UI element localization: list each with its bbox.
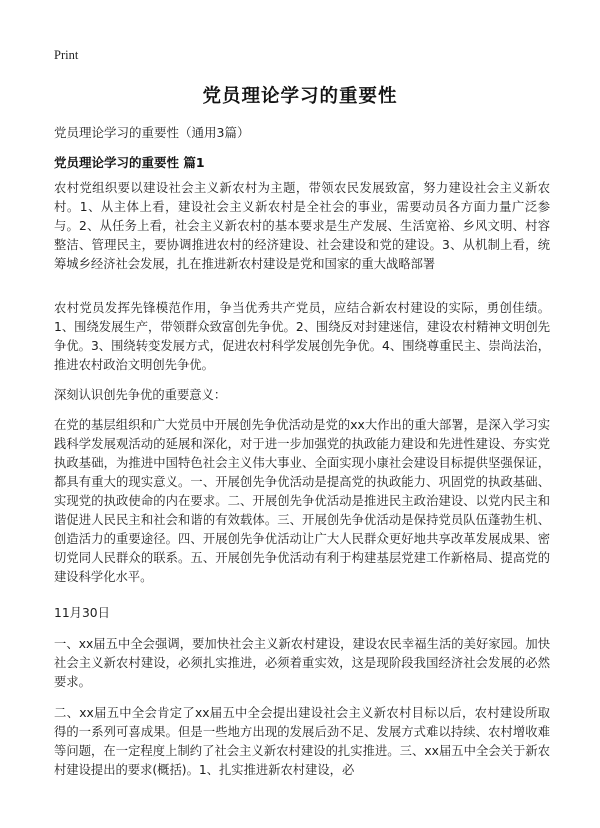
print-link[interactable]: Print bbox=[54, 48, 79, 62]
page-title: 党员理论学习的重要性 bbox=[202, 86, 398, 107]
paragraph-6: 一、xx届五中全会强调，要加快社会主义新农村建设，建设农民幸福生活的美好家园。加快社会主义新农村建设，必须扎实推进，必须着重实效，这是现阶段我国经济社会发展的必然要求。 bbox=[54, 637, 550, 689]
document-subtitle: 党员理论学习的重要性（通用3篇） bbox=[54, 125, 250, 140]
section-heading: 党员理论学习的重要性 篇1 bbox=[54, 155, 205, 170]
paragraph-7: 二、xx届五中全会肯定了xx届五中全会提出建设社会主义新农村目标以后，农村建设所取得的一系列可喜成果。但是一些地方出现的发展后劲不足、发展方式难以持续、农村增收难等问题，在一定程度上制约了社会主义新农村建设的扎实推进。三、xx届五中全会关于新农村建设提出的要求(概括)。1、扎实推进新农村建设，必 bbox=[54, 706, 550, 777]
paragraph-3: 深刻认识创先争优的重要意义： bbox=[54, 388, 227, 402]
paragraph-4: 在党的基层组织和广大党员中开展创先争优活动是党的xx大作出的重大部署，是深入学习实践科学发展观活动的延展和深化，对于进一步加强党的执政能力建设和先进性建设、夯实党执政基础，为推进中国特色社会主义伟大事业、全面实现小康社会建设目标提供坚强保证，都具有重大的现实意义。一、开展创先争优活动是提高党的执政能力、巩固党的执政基础、实现党的执政使命的内在要求。二、开展创先争优活动是推进民主政治建设、以党内民主和谐促进人民民主和社会和谐的有效载体。三、开展创先争优活动是保持党员队伍蓬勃生机、创造活力的重要途径。四、开展创先争优活动让广大人民群众更好地共享改革发展成果、密切党同人民群众的联系。五、开展创先争优活动有利于构建基层党建工作新格局、提高党的建设科学化水平。 bbox=[54, 418, 550, 584]
paragraph-1: 农村党组织要以建设社会主义新农村为主题，带领农民发展致富，努力建设社会主义新农村。1、从主体上看，建设社会主义新农村是全社会的事业，需要动员各方面力量广泛参与。2、从任务上看，社会主义新农村的基本要求是生产发展、生活宽裕、乡风文明、村容整洁、管理民主，要协调推进农村的经济建设、社会建设和党的建设。3、从机制上看，统筹城乡经济社会发展，扎在推进新农村建设是党和国家的重大战略部署 bbox=[54, 181, 550, 271]
date-line: 11月30日 bbox=[54, 606, 110, 620]
paragraph-2: 农村党员发挥先锋模范作用，争当优秀共产党员，应结合新农村建设的实际，勇创佳绩。1、围绕发展生产，带领群众致富创先争优。2、围绕反对封建迷信，建设农村精神文明创先争优。3、围绕转变发展方式，促进农村科学发展创先争优。4、围绕尊重民主、崇尚法治，推进农村政治文明创先争优。 bbox=[54, 301, 550, 372]
